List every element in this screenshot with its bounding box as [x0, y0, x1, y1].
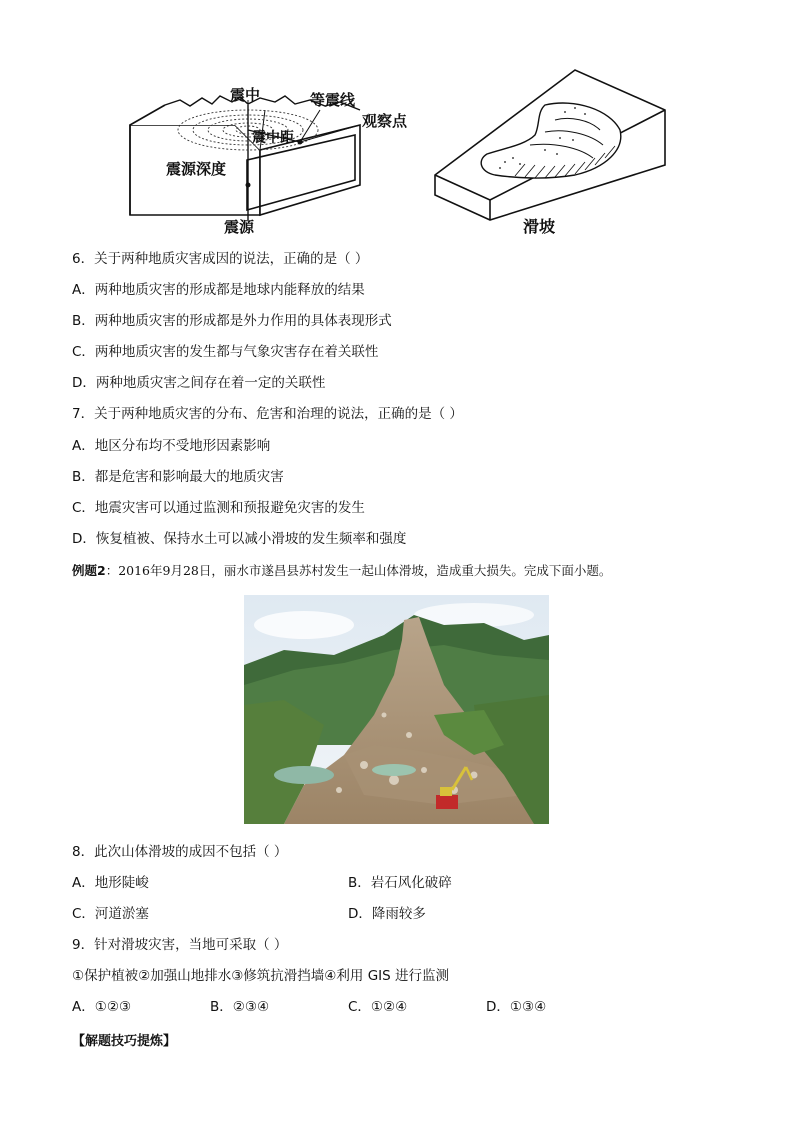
q8-option-a: A．地形陡峻 [72, 875, 149, 891]
q7-stem: 7．关于两种地质灾害的分布、危害和治理的说法，正确的是（ ） [72, 406, 463, 422]
q7-option-c: C．地震灾害可以通过监测和预报避免灾害的发生 [72, 500, 365, 516]
label-observation-point: 观察点 [362, 112, 408, 130]
q6-option-c: C．两种地质灾害的发生都与气象灾害存在着关联性 [72, 344, 379, 360]
label-isoseismal: 等震线 [310, 91, 356, 109]
q7-option-a: A．地区分布均不受地形因素影响 [72, 438, 271, 454]
example2-prefix: 例题2 [72, 563, 106, 578]
q6-stem: 6．关于两种地质灾害成因的说法，正确的是（ ） [72, 251, 369, 267]
example2-text: ：2016年9月28日，丽水市遂昌县苏村发生一起山体滑坡，造成重大损失。完成下面小题。 [105, 563, 612, 578]
q7-option-b: B．都是危害和影响最大的地质灾害 [72, 469, 284, 485]
q9-option-b: B．②③④ [210, 999, 270, 1015]
q6-option-b: B．两种地质灾害的形成都是外力作用的具体表现形式 [72, 313, 392, 329]
q9-stem: 9．针对滑坡灾害，当地可采取（ ） [72, 937, 288, 953]
earthquake-diagram [120, 80, 420, 240]
label-focus: 震源 [224, 218, 255, 236]
label-focal-depth: 震源深度 [166, 160, 227, 178]
landslide-photo [244, 595, 549, 824]
q8-stem: 8．此次山体滑坡的成因不包括（ ） [72, 844, 288, 860]
label-epicenter: 震中 [230, 86, 261, 104]
q8-option-d: D．降雨较多 [348, 906, 426, 922]
label-epicentral-distance: 震中距 [252, 130, 294, 146]
landslide-diagram [425, 50, 675, 240]
section-title: 【解题技巧提炼】 [72, 1034, 177, 1049]
q8-option-c: C．河道淤塞 [72, 906, 149, 922]
q6-option-d: D．两种地质灾害之间存在着一定的关联性 [72, 375, 326, 391]
q9-option-a: A．①②③ [72, 999, 132, 1015]
q7-option-d: D．恢复植被、保持水土可以减小滑坡的发生频率和强度 [72, 531, 407, 547]
q9-option-d: D．①③④ [486, 999, 547, 1015]
q6-option-a: A．两种地质灾害的形成都是地球内能释放的结果 [72, 282, 365, 298]
landslide-caption: 滑坡 [523, 217, 556, 236]
q9-measures: ①保护植被②加强山地排水③修筑抗滑挡墙④利用 GIS 进行监测 [72, 968, 450, 984]
q8-option-b: B．岩石风化破碎 [348, 875, 452, 891]
q9-option-c: C．①②④ [348, 999, 408, 1015]
example2-intro [72, 562, 611, 580]
